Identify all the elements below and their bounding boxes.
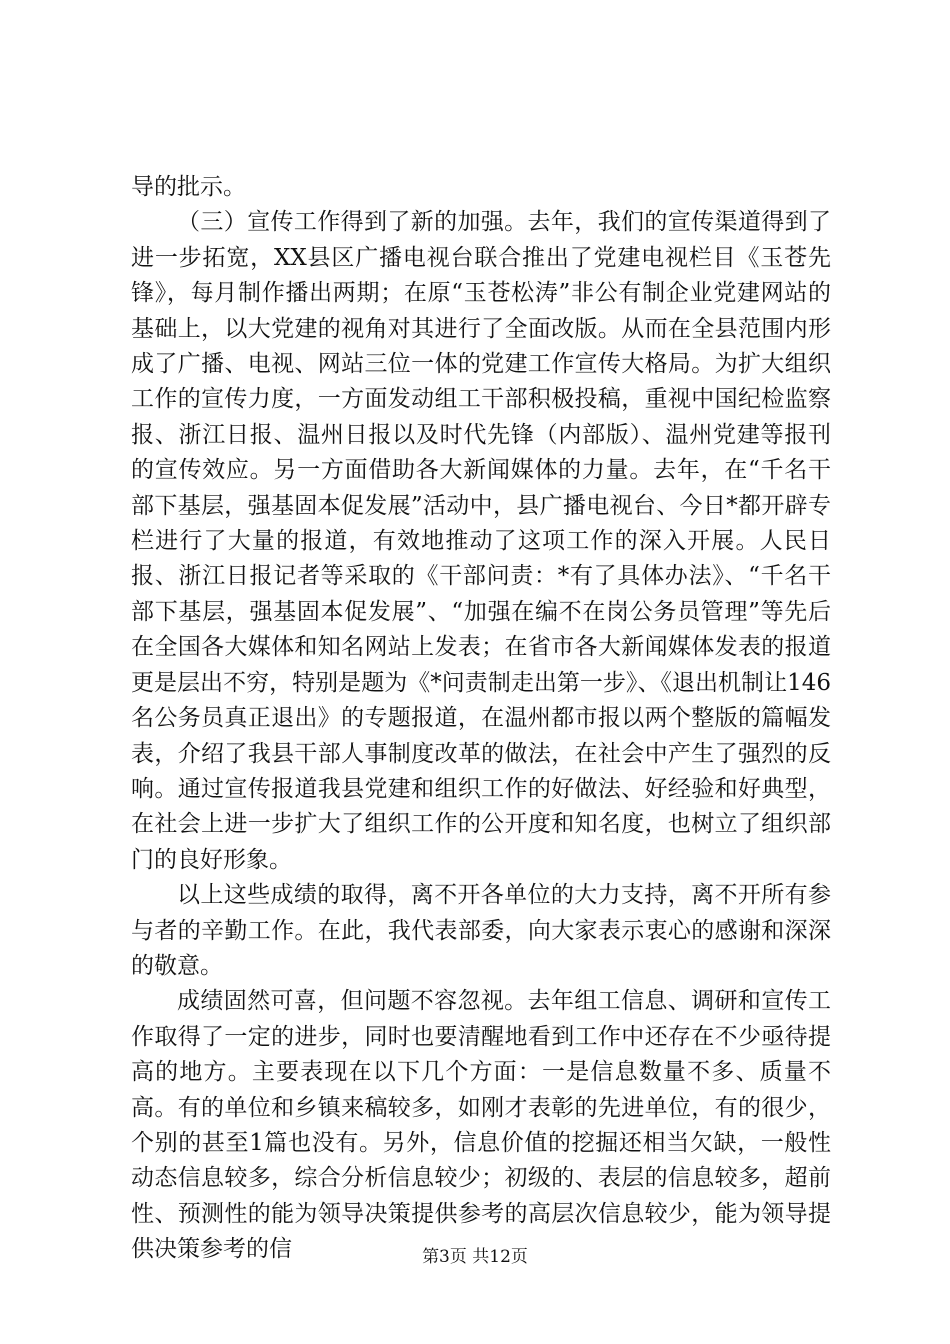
document-body [131, 170, 831, 1268]
paragraph-acknowledgement: 以上这些成绩的取得，离不开各单位的大力支持，离不开所有参与者的辛勤工作。在此，我代表部委，向大家表示衷心的感谢和深深的敬意。 [131, 882, 831, 979]
page-footer: 第3页 共12页 [422, 1247, 528, 1267]
paragraph-continuation: 导的批示。 [131, 174, 246, 200]
paragraph-problems: 成绩固然可喜，但问题不容忽视。去年组工信息、调研和宣传工作取得了一定的进步，同时也要清醒地看到工作中还存在不少亟待提高的地方。主要表现在以下几个方面：一是信息数量不多、质量不高。有的单位和乡镇来稿较多，如刚才表彰的先进单位，有的很少，个别的甚至1篇也没有。另外，信息价值的挖掘还相当欠缺，一般性动态信息较多，综合分析信息较少；初级的、表层的信息较多，超前性、预测性的能为领导决策提供参考的高层次信息较少，能为领导提供决策参考的信 [131, 988, 831, 1263]
paragraph-publicity-work: （三）宣传工作得到了新的加强。去年，我们的宣传渠道得到了进一步拓宽，XX县区广播电视台联合推出了党建电视栏目《玉苍先锋》，每月制作播出两期；在原“玉苍松涛”非公有制企业党建网站的基础上，以大党建的视角对其进行了全面改版。从而在全县范围内形成了广播、电视、网站三位一体的党建工作宣传大格局。为扩大组织工作的宣传力度，一方面发动组工干部积极投稿，重视中国纪检监察报、浙江日报、温州日报以及时代先锋（内部版）、温州党建等报刊的宣传效应。另一方面借助各大新闻媒体的力量。去年，在“千名干部下基层，强基固本促发展”活动中，县广播电视台、今日*都开辟专栏进行了大量的报道，有效地推动了这项工作的深入开展。人民日报、浙江日报记者等采取的《干部问责：*有了具体办法》、“千名干部下基层，强基固本促发展”、“加强在编不在岗公务员管理”等先后在全国各大媒体和知名网站上发表；在省市各大新闻媒体发表的报道更是层出不穷，特别是题为《*问责制走出第一步》、《退出机制让146名公务员真正退出》的专题报道，在温州都市报以两个整版的篇幅发表，介绍了我县干部人事制度改革的做法，在社会中产生了强烈的反响。通过宣传报道我县党建和组织工作的好做法、好经验和好典型，在社会上进一步扩大了组织工作的公开度和知名度，也树立了组织部门的良好形象。 [131, 209, 831, 873]
